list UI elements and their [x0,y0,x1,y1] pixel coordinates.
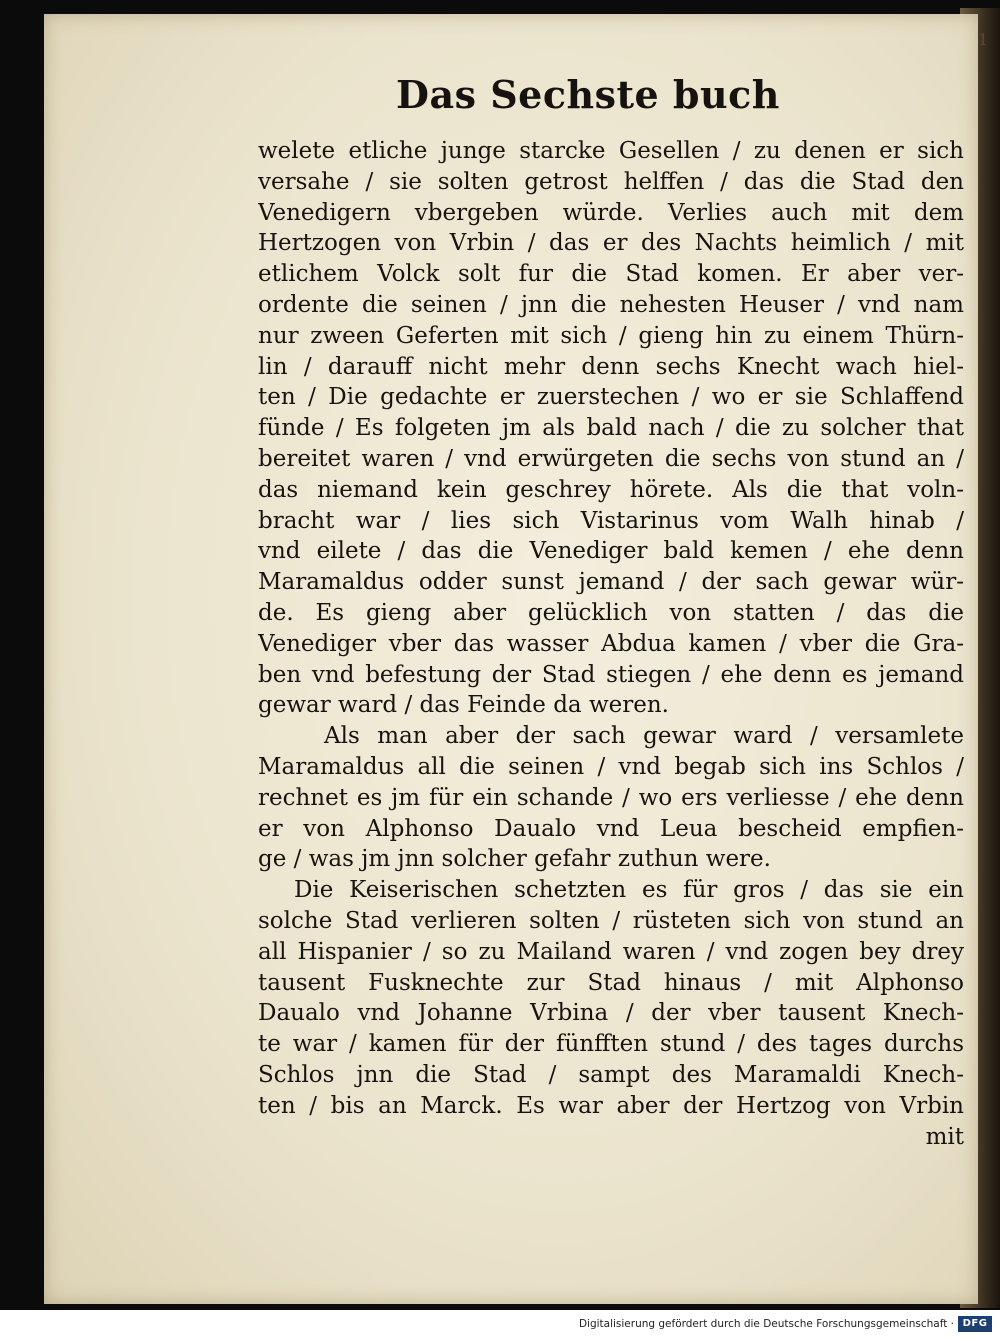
text-line: Venedigern vbergeben würde. Verlies auch mit dem [258,199,964,226]
text-line: ten / Die gedachte er zuerstechen / wo er sie Schlaffend [258,384,964,411]
text-line: ge / was jm jnn solcher gefahr zuthun were. [258,846,771,873]
text-line: rechnet es jm für ein schande / wo ers verliesse / ehe denn [258,784,964,811]
text-line: ben vnd befestung der Stad stiegen / ehe denn es jemand [258,661,964,688]
dfg-logo: DFG [958,1316,992,1332]
text-line: etlichem Volck solt fur die Stad komen. Er aber ver- [258,261,964,288]
text-line: das niemand kein geschrey hörete. Als die that voln- [258,476,964,503]
page-mark: 1 [978,30,989,49]
text-line: tausent Fusknechte zur Stad hinaus / mit Alphonso [258,969,964,996]
text-line: vnd eilete / das die Venediger bald kemen / ehe denn [258,538,964,565]
text-line: de. Es gieng aber gelücklich von statten / das die [258,599,964,626]
text-line: versahe / sie solten getrost helffen / das die Stad den [258,168,964,195]
text-line: Daualo vnd Johanne Vrbina / der vber tausent Knech- [258,1000,964,1027]
text-line: Schlos jnn die Stad / sampt des Maramaldi Knech- [258,1061,964,1088]
text-line: lin / darauff nicht mehr denn sechs Knecht wach hiel- [258,353,964,380]
text-line: Maramaldus odder sunst jemand / der sach gewar wür- [258,569,964,596]
text-line: nur zween Geferten mit sich / gieng hin zu einem Thürn- [258,322,964,349]
text-line: ten / bis an Marck. Es war aber der Hertzog von Vrbin [258,1092,964,1119]
text-line: solche Stad verlieren solten / rüsteten sich von stund an [258,907,964,934]
text-line: er von Alphonso Daualo vnd Leua bescheid empfien- [258,815,964,842]
text-line: all Hispanier / so zu Mailand waren / vnd zogen bey drey [258,938,964,965]
text-line: Als man aber der sach gewar ward / versamlete [324,723,964,750]
footer-credit: Digitalisierung gefördert durch die Deutsche Forschungsgemeinschaft · [578,1318,954,1330]
text-line: fünde / Es folgeten jm als bald nach / die zu solcher that [258,415,964,442]
text-line: Hertzogen von Vrbin / das er des Nachts heimlich / mit [258,230,964,257]
text-line: te war / kamen für der fünfften stund / des tages durchs [258,1031,964,1058]
text-line: bereitet waren / vnd erwürgeten die sechs von stund an / [258,445,964,472]
text-line: bracht war / lies sich Vistarinus vom Walh hinab / [258,507,964,534]
text-line: Die Keiserischen schetzten es für gros / das sie ein [294,877,964,904]
text-line: ordente die seinen / jnn die nehesten Heuser / vnd nam [258,291,964,318]
text-line: Maramaldus all die seinen / vnd begab sich ins Schlos / [258,753,964,780]
running-heading: Das Sechste buch [396,72,780,117]
catchword: mit [925,1123,964,1150]
text-line: Venediger vber das wasser Abdua kamen / vber die Gra- [258,630,964,657]
text-line: gewar ward / das Feinde da weren. [258,692,669,719]
body-text [258,136,964,1152]
text-line: welete etliche junge starcke Gesellen / zu denen er sich [258,138,964,164]
